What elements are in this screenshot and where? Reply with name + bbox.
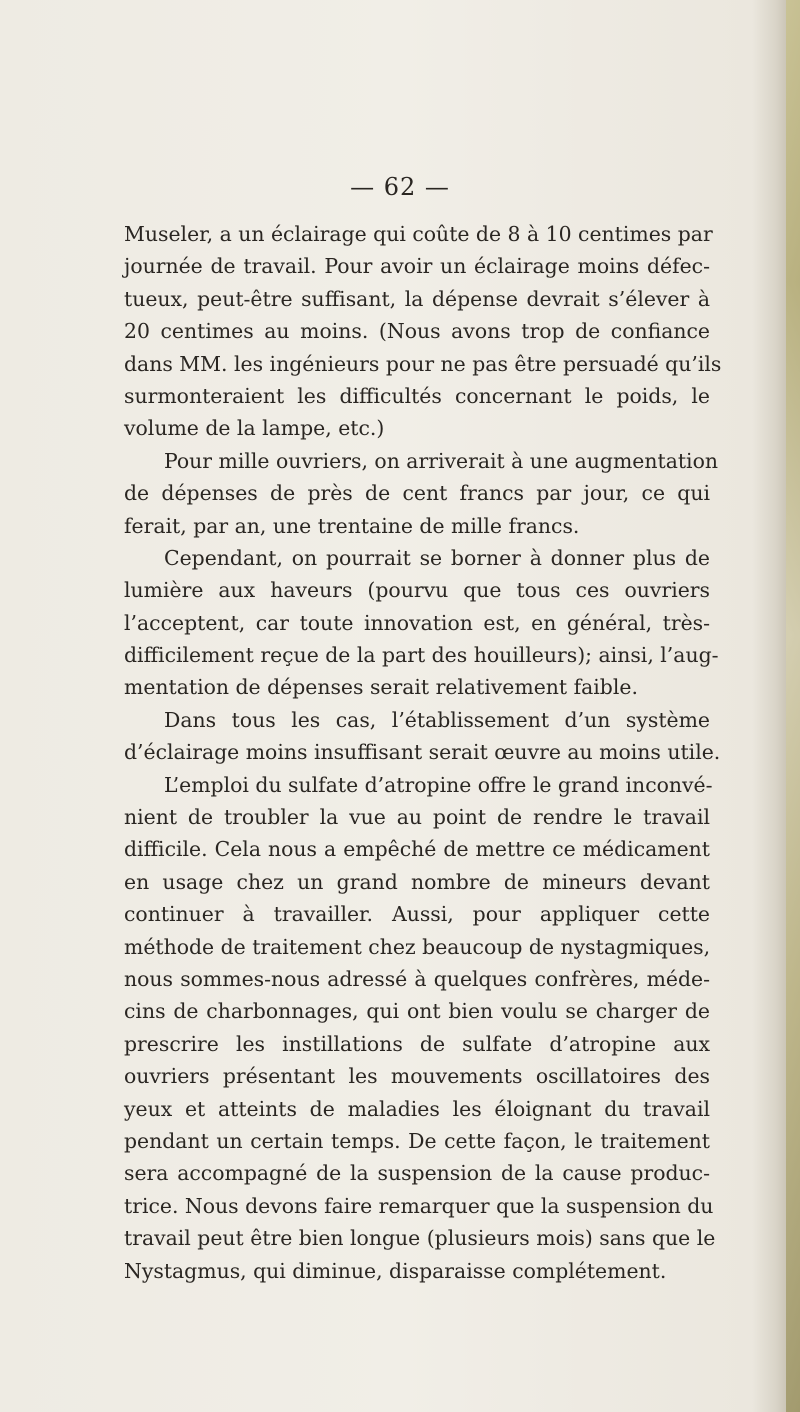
paragraph-p3 [124, 542, 719, 704]
text-line: difficile. Cela nous a empêché de mettre ce médicament [124, 837, 710, 862]
text-line: en usage chez un grand nombre de mineurs devant [124, 869, 710, 894]
text-line: prescrire les instillations de sulfate d’atropine aux [124, 1031, 710, 1056]
text-line: 20 centimes au moins. (Nous avons trop de confiance [124, 319, 710, 344]
text-line: lumière aux haveurs (pourvu que tous ces ouvriers [124, 578, 710, 603]
text-line: méthode de traitement chez beaucoup de nystagmiques, [124, 934, 711, 959]
text-line: continuer à travailler. Aussi, pour appliquer cette [124, 902, 710, 927]
paragraph-p1 [124, 218, 722, 445]
page-edge [786, 0, 800, 1412]
text-line: sera accompagné de la suspension de la cause produc- [124, 1161, 710, 1186]
paragraph-p5 [124, 769, 716, 1287]
text-line: de dépenses de près de cent francs par jour, ce qui [124, 481, 710, 506]
text-line: mentation de dépenses serait relativement faible. [124, 675, 638, 700]
text-line: tueux, peut-être suffisant, la dépense devrait s’élever à [124, 286, 710, 311]
body-text [124, 218, 722, 1287]
text-line: difficilement reçue de la part des houilleurs); ainsi, l’aug- [124, 643, 719, 668]
text-line: pendant un certain temps. De cette façon, le traitement [124, 1128, 710, 1153]
text-line: nient de troubler la vue au point de rendre le travail [124, 805, 710, 830]
text-line: surmonteraient les difficultés concernant le poids, le [124, 383, 710, 408]
text-line: Nystagmus, qui diminue, disparaisse complétement. [124, 1258, 667, 1283]
text-line: dans MM. les ingénieurs pour ne pas être persuadé qu’ils [124, 351, 722, 376]
text-line: travail peut être bien longue (plusieurs mois) sans que le [124, 1226, 716, 1251]
paragraph-p4 [124, 704, 721, 769]
text-line: cins de charbonnages, qui ont bien voulu se charger de [124, 999, 710, 1024]
text-line: yeux et atteints de maladies les éloignant du travail [124, 1096, 710, 1121]
text-line: Museler, a un éclairage qui coûte de 8 à 10 centimes par [124, 222, 713, 246]
text-line: Dans tous les cas, l’établissement d’un système [164, 707, 710, 732]
page-number: — 62 — [350, 173, 450, 201]
text-line: l’acceptent, car toute innovation est, en général, très- [124, 610, 710, 635]
text-line: Pour mille ouvriers, on arriverait à une augmentation [164, 448, 718, 473]
text-line: ferait, par an, une trentaine de mille francs. [124, 513, 580, 538]
text-line: ouvriers présentant les mouvements oscillatoires des [124, 1064, 710, 1089]
text-line: journée de travail. Pour avoir un éclairage moins défec- [124, 254, 710, 279]
text-line: trice. Nous devons faire remarquer que la suspension du [124, 1193, 714, 1218]
text-line: d’éclairage moins insuffisant serait œuvre au moins utile. [124, 740, 721, 765]
text-line: volume de la lampe, etc.) [124, 416, 385, 441]
text-line: nous sommes-nous adressé à quelques confrères, méde- [124, 966, 710, 991]
text-line: L’emploi du sulfate d’atropine offre le grand inconvé- [164, 772, 713, 797]
paragraph-p2 [124, 445, 718, 542]
text-line: Cependant, on pourrait se borner à donner plus de [164, 545, 710, 570]
